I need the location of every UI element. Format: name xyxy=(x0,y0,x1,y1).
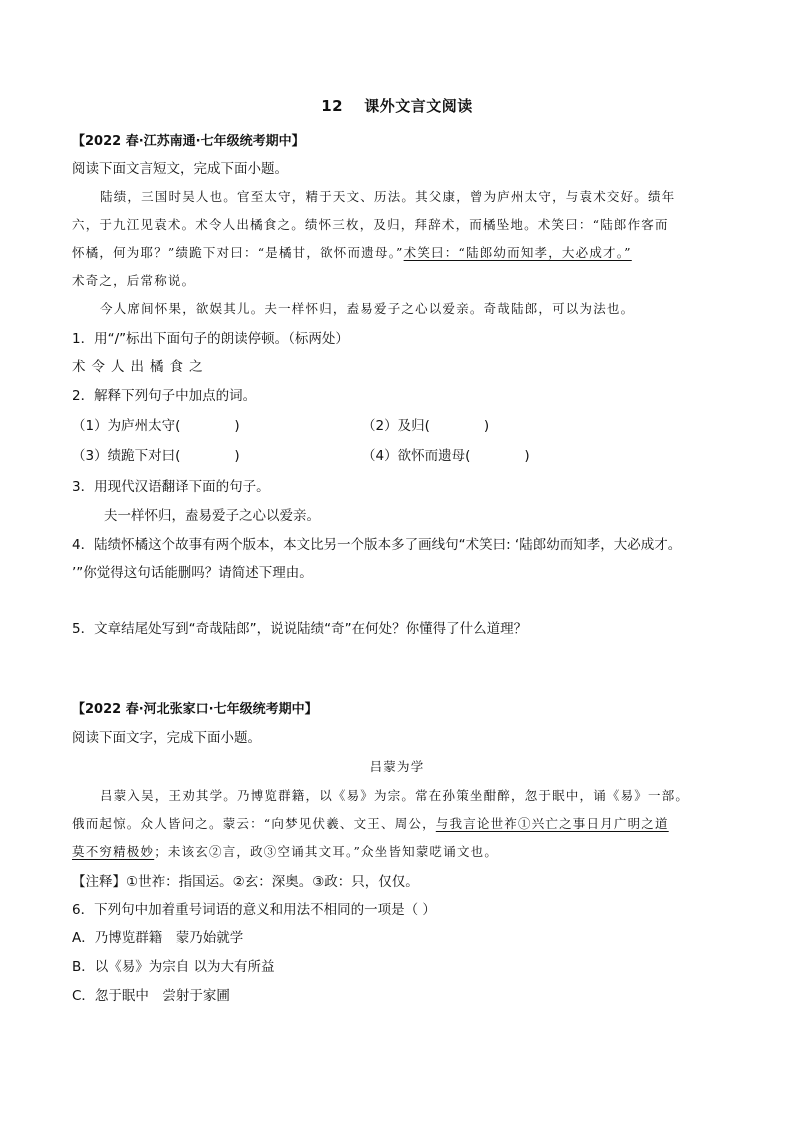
question-2-item: （4）欲怀而遗母( ) xyxy=(362,448,530,464)
section1-instruction: 阅读下面文言短文，完成下面小题。 xyxy=(72,161,288,177)
underlined-sentence: 术笑曰：“陆郎幼而知孝，大必成才。” xyxy=(403,245,632,260)
passage2-line xyxy=(72,814,669,832)
annotation-note: 【注释】①世祚：指国运。②玄：深奥。③政：只，仅仅。 xyxy=(72,874,419,890)
passage2-title: 吕蒙为学 xyxy=(369,759,425,774)
question-4: 4．陆绩怀橘这个故事有两个版本，本文比另一个版本多了画线句“术笑曰: ‘陆郎幼而知孝，大必成才。 xyxy=(72,537,682,553)
option-a: A．乃博览群籍 蒙乃始就学 xyxy=(72,930,244,946)
passage2-text: ；未该玄②言，政③空诵其文耳。”众坐皆知蒙呓诵文也。 xyxy=(154,844,499,859)
passage1-line: 术奇之，后常称说。 xyxy=(72,273,196,288)
section2-source: 【2022 春·河北张家口·七年级统考期中】 xyxy=(72,702,318,717)
passage2-text: 俄而起惊。众人皆问之。蒙云：“向梦见伏羲、文王、周公， xyxy=(72,816,436,831)
section2-instruction: 阅读下面文字，完成下面小题。 xyxy=(72,730,261,746)
passage1-text: 怀橘，何为耶？”绩跪下对曰：“是橘甘，欲怀而遗母。” xyxy=(72,245,404,260)
section1-source: 【2022 春·江苏南通·七年级统考期中】 xyxy=(72,134,305,149)
underlined-sentence: 与我言论世祚①兴亡之事日月广明之道 xyxy=(435,816,669,831)
passage1-line: 六，于九江见袁术。术令人出橘食之。绩怀三枚，及归，拜辞术，而橘坠地。术笑曰：“陆郎作客而 xyxy=(72,217,669,232)
option-b: B．以《易》为宗自 以为大有所益 xyxy=(72,959,275,975)
passage1-line: 陆绩，三国时吴人也。官至太守，精于天文、历法。其父康，曾为庐州太守，与袁术交好。绩年 xyxy=(100,189,676,204)
question-1: 1．用“/”标出下面句子的朗读停顿。（标两处） xyxy=(72,331,349,347)
passage1-line xyxy=(72,243,632,261)
page-title: 12 课外文言文阅读 xyxy=(321,97,473,115)
passage2-line xyxy=(72,842,498,860)
question-5: 5．文章结尾处写到“奇哉陆郎”，说说陆绩“奇”在何处？你懂得了什么道理？ xyxy=(72,621,528,637)
question-2: 2．解释下列句子中加点的词。 xyxy=(72,388,257,404)
passage1-line: 今人席间怀果，欲娱其儿。夫一样怀归，盍易爱子之心以爱亲。奇哉陆郎，可以为法也。 xyxy=(100,301,635,316)
passage2-line: 吕蒙入吴，王劝其学。乃博览群籍，以《易》为宗。常在孙策坐酣醉，忽于眠中，诵《易》一部。 xyxy=(100,788,690,803)
question-2-item: （2）及归( ) xyxy=(362,418,490,434)
question-2-item: （1）为庐州太守( ) xyxy=(72,418,240,434)
option-c: C．忽于眠中 尝射于家圃 xyxy=(72,988,230,1004)
question-2-item: （3）绩跪下对曰( ) xyxy=(72,448,240,464)
underlined-sentence: 莫不穷精极妙 xyxy=(72,844,155,859)
question-3: 3．用现代汉语翻译下面的句子。 xyxy=(72,479,270,495)
question-6: 6．下列句中加着重号词语的意义和用法不相同的一项是（ ） xyxy=(72,902,436,918)
question-4-continued: ’”你觉得这句话能删吗？请简述下理由。 xyxy=(72,565,313,581)
question-1-sentence: 术令人出橘食之 xyxy=(72,359,209,375)
question-3-sentence: 夫一样怀归，盍易爱子之心以爱亲。 xyxy=(104,508,320,524)
